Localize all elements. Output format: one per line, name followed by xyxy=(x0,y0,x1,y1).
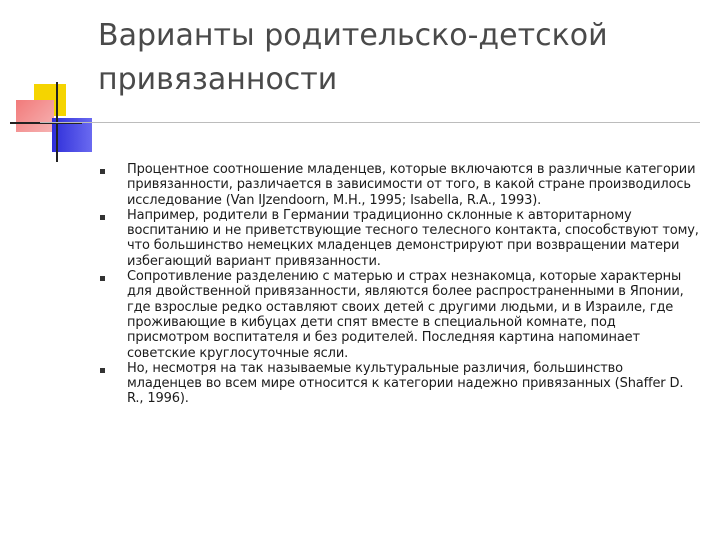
bullet-text: Но, несмотря на так называемые культуральные различия, большинство младенцев во всем мире относится к категории надежно привязанных (Shaffer D. R., 1996). xyxy=(127,360,684,407)
title-divider xyxy=(40,122,700,123)
bullet-list xyxy=(100,162,700,407)
slide-title xyxy=(98,14,698,102)
bullet-item xyxy=(100,162,700,208)
slide-title-line-1: Варианты родительско-детской xyxy=(98,18,608,53)
bullet-square-icon xyxy=(100,169,105,174)
bullet-square-icon xyxy=(100,215,105,220)
slide-title-line-2: привязанности xyxy=(98,62,338,97)
bullet-square-icon xyxy=(100,276,105,281)
bullet-text: Например, родители в Германии традиционно склонные к авторитарному воспитанию и не приветствующие тесного телесного контакта, способствуют тому, что большинство немецких младенцев демонстрируют при возвращении матери избегающий вариант привязанности. xyxy=(127,207,699,269)
bullet-item xyxy=(100,361,700,407)
bullet-text: Процентное соотношение младенцев, которые включаются в различные категории привязанности, различается в зависимости от того, в какой стране производилось исследование (Van IJzendoorn, M.H., 1995; Isabella, R.A., 1993). xyxy=(127,162,696,208)
decorative-red-square xyxy=(16,100,54,132)
bullet-text: Сопротивление разделению с матерью и страх незнакомца, которые характерны для двойственной привязанности, являются более распространенными в Японии, где взрослые редко оставляют своих детей с другими людьми, и в Израиле, где проживающие в кибуцах дети спят вместе в специальной комнате, под присмотром воспитателя и без родителей. Последняя картина напоминает советские круглосуточные ясли. xyxy=(127,269,684,361)
bullet-item xyxy=(100,208,700,269)
bullet-square-icon xyxy=(100,368,105,373)
bullet-item xyxy=(100,269,700,361)
